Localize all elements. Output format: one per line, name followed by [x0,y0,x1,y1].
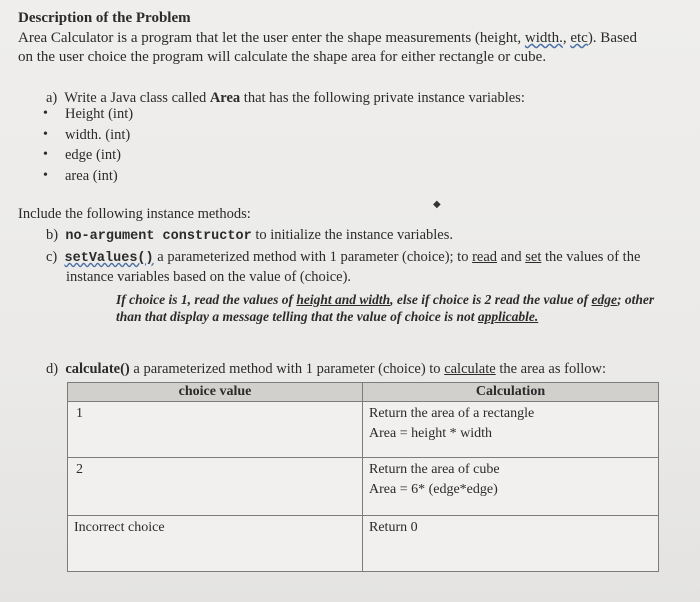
part-a-text: Write a Java class called [64,90,210,106]
constructor-name: no-argument constructor [65,229,252,244]
read-word: read [472,249,498,265]
part-d-marker: d) [46,361,59,377]
note-applicable: applicable. [477,309,539,324]
part-b [46,227,453,244]
intro-text: Area Calculator is a program that let the user enter the shape measurements (height, [18,30,525,46]
table-row [68,516,659,572]
calculation-table [67,382,659,572]
header-calculation: Calculation [363,383,659,402]
variable-label: edge (int) [65,147,121,163]
list-item [40,145,133,166]
part-c [46,248,671,287]
part-d [46,361,606,378]
part-c-line-2: instance variables based on the value of (choice). [66,269,352,285]
intro-paragraph [18,29,678,67]
table-cell-choice [68,402,363,458]
bullet-icon: • [43,106,48,121]
intro-width-word: width. [524,30,563,46]
stray-mark-icon: ◆ [433,199,441,210]
table-row [68,458,659,516]
calc-line: Return the area of a rectangle [369,406,535,421]
table-cell-calculation [363,516,659,572]
class-name: Area [209,90,241,106]
setvalues-method-name: setValues() [64,251,154,266]
part-c-text: a parameterized method with 1 parameter (choice); to [153,249,473,265]
variable-label: width. (int) [65,126,131,143]
list-item [40,104,133,125]
part-d-text: a parameterized method with 1 parameter (choice) to [129,361,445,377]
and-word: and [497,249,526,265]
calc-line: Return the area of cube [369,462,500,477]
intro-etc-word: etc [570,30,588,46]
part-b-text: to initialize the instance variables. [251,227,454,243]
intro-text-end: ). Based [587,30,637,46]
note-text: ; other than that display a message telling that the value of choice is not [116,292,655,324]
variable-list [40,104,133,186]
part-c-marker: c) [46,249,58,265]
include-text: Include the following instance methods: [18,206,251,222]
problem-heading: Description of the Problem [18,10,191,26]
choice-value: Incorrect choice [74,520,165,535]
calculate-word: calculate [444,361,496,377]
part-c-text-end: the values of the [541,249,641,265]
table-header-row [68,383,659,402]
bullet-icon: • [43,126,48,142]
choice-value: 1 [76,406,83,421]
choice-note [116,291,676,325]
table-cell-choice [68,516,363,572]
note-text: , else if choice is 2 read the value of [390,292,589,307]
table-cell-calculation [363,402,659,458]
calc-formula: Area = 6* (edge*edge) [369,482,498,497]
part-a-text-end: that has the following private instance variables: [240,90,525,106]
choice-value: 2 [76,462,83,477]
part-b-marker: b) [46,227,59,243]
table-cell-calculation [363,458,659,516]
bullet-icon: • [43,147,48,162]
note-text: If choice is 1, read the values of [116,292,297,307]
table-cell-choice [68,458,363,516]
intro-line-2: on the user choice the program will calculate the shape area for either rectangle or cube. [18,49,547,65]
note-edge: edge [591,292,617,307]
intro-sep: , [562,30,571,46]
variable-label: Height (int) [65,106,134,122]
part-d-text-end: the area as follow: [495,361,607,377]
calculate-method-name: calculate() [65,361,130,377]
bullet-icon: • [43,167,48,183]
variable-label: area (int) [65,167,118,184]
calc-line: Return 0 [369,520,418,535]
list-item [40,125,133,146]
calc-formula: Area = height * width [369,426,492,441]
part-a-marker: a) [46,90,58,106]
header-choice-value: choice value [68,383,363,402]
note-height-width: height and width [296,292,391,307]
table-row [68,402,659,458]
list-item [40,166,133,187]
set-word: set [525,249,542,265]
